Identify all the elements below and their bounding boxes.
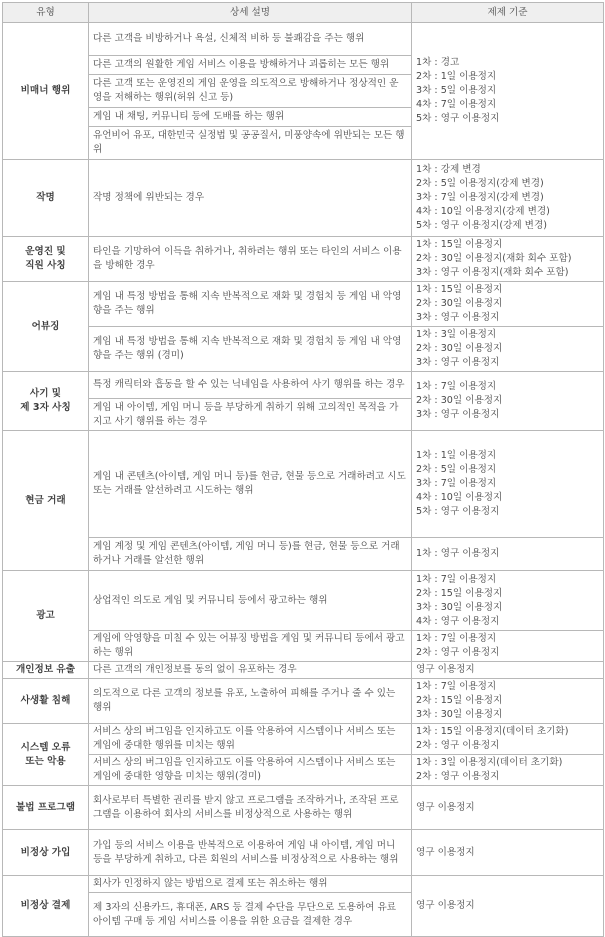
sanction-step: 1차 : 7일 이용정지 [416, 573, 497, 585]
sanction-step: 영구 이용정지 [416, 900, 475, 911]
sanction-step: 1차 : 15일 이용정지 [416, 239, 503, 250]
sanction-step: 2차 : 5일 이용정지 [416, 464, 497, 475]
sanction-step: 3차 : 30일 이용정지 [416, 601, 503, 613]
sanction-step: 4차 : 영구 이용정지 [416, 615, 500, 627]
sanction-cell [412, 830, 604, 876]
description-cell: 서비스 상의 버그임을 인지하고도 이를 악용하여 시스템이나 서비스 또는 게임에 중대한 영향을 미치는 행위(경미) [89, 755, 412, 786]
sanction-cell [412, 23, 604, 160]
sanction-step: 영구 이용정지 [416, 846, 475, 858]
sanction-step: 영구 이용정지 [416, 664, 475, 675]
sanction-step: 5차 : 영구 이용정지 [416, 506, 500, 517]
description-cell: 서비스 상의 버그임을 인지하고도 이를 악용하여 시스템이나 서비스 또는 게임에 중대한 행위를 미치는 행위 [89, 724, 412, 755]
sanction-step: 2차 : 영구 이용정지 [416, 771, 500, 782]
sanction-step: 1차 : 영구 이용정지 [416, 548, 500, 559]
description-cell: 게임 계정 및 게임 콘텐츠(아이템, 게임 머니 등)를 현금, 현물 등으로 거래하거나 거래를 알선한 행위 [89, 538, 412, 571]
sanction-step: 3차 : 영구 이용정지 [416, 312, 500, 323]
description-cell: 게임 내 특정 방법을 통해 지속 반복적으로 재화 및 경험치 등 게임 내 악영향을 주는 행위 (경미) [89, 327, 412, 372]
sanction-step: 1차 : 15일 이용정지(데이터 초기화) [416, 726, 569, 737]
sanction-cell [412, 237, 604, 282]
sanction-cell [412, 755, 604, 786]
table-row [3, 372, 604, 399]
violation-type-cell: 사기 및 제 3자 사칭 [3, 372, 89, 431]
violation-type-cell: 운영진 및 직원 사칭 [3, 237, 89, 282]
sanction-step: 1차 : 3일 이용정지 [416, 329, 497, 340]
table-row [3, 282, 604, 327]
sanction-cell [412, 786, 604, 830]
violation-type-cell: 어뷰징 [3, 282, 89, 372]
sanction-step: 4차 : 10일 이용정지(강제 변경) [416, 206, 550, 217]
header-type: 유형 [3, 3, 89, 23]
description-cell: 다른 고객을 비방하거나 욕설, 신체적 비하 등 불쾌감을 주는 행위 [89, 23, 412, 56]
description-cell: 다른 고객의 개인정보를 동의 없이 유포하는 경우 [89, 662, 412, 679]
sanction-step: 1차 : 7일 이용정지 [416, 633, 497, 644]
sanction-step: 3차 : 영구 이용정지(재화 회수 포함) [416, 267, 569, 278]
violation-type-cell: 시스템 오류 또는 악용 [3, 724, 89, 786]
violation-type-cell: 광고 [3, 571, 89, 662]
sanction-cell [412, 160, 604, 237]
sanction-step: 1차 : 15일 이용정지 [416, 284, 503, 295]
sanction-cell [412, 327, 604, 372]
table-row [3, 327, 604, 372]
violation-type-cell: 비정상 가입 [3, 830, 89, 876]
table-row [3, 160, 604, 237]
sanction-step: 2차 : 30일 이용정지 [416, 395, 503, 406]
violation-type-cell: 비정상 결제 [3, 876, 89, 937]
sanction-step: 1차 : 3일 이용정지(데이터 초기화) [416, 757, 563, 768]
description-cell: 특정 캐릭터와 흡동을 할 수 있는 닉네임을 사용하여 사기 행위를 하는 경우 [89, 372, 412, 399]
description-cell: 회사가 인정하지 않는 방법으로 결제 또는 취소하는 행위 [89, 876, 412, 893]
table-body [3, 23, 604, 937]
sanction-cell [412, 679, 604, 724]
sanction-step: 3차 : 30일 이용정지 [416, 709, 503, 720]
sanction-step: 1차 : 7일 이용정지 [416, 381, 497, 392]
header-row [3, 3, 604, 23]
table-row [3, 23, 604, 56]
table-row [3, 662, 604, 679]
sanction-step: 2차 : 영구 이용정지 [416, 647, 500, 658]
table-row [3, 755, 604, 786]
sanction-cell [412, 282, 604, 327]
table-row [3, 431, 604, 538]
sanction-step: 3차 : 영구 이용정지 [416, 409, 500, 420]
table-row [3, 786, 604, 830]
sanction-step: 2차 : 30일 이용정지 [416, 298, 503, 309]
sanction-step: 2차 : 30일 이용정지(재화 회수 포함) [416, 253, 572, 264]
description-cell: 게임 내 아이템, 게임 머니 등을 부당하게 취하기 위해 고의적인 목적을 가지고 사기 행위를 하는 경우 [89, 399, 412, 431]
sanction-step: 1차 : 경고 [416, 57, 460, 68]
sanction-step: 5차 : 영구 이용정지(강제 변경) [416, 220, 547, 231]
sanction-step: 2차 : 영구 이용정지 [416, 740, 500, 751]
sanction-step: 4차 : 7일 이용정지 [416, 99, 497, 110]
table-row [3, 237, 604, 282]
description-cell: 제 3자의 신용카드, 휴대폰, ARS 등 결제 수단을 무단으로 도용하여 유료 아이템 구매 등 게임 서비스를 이용을 위한 요금을 결제한 경우 [89, 893, 412, 937]
sanction-step: 2차 : 1일 이용정지 [416, 71, 497, 82]
description-cell: 게임에 악영향을 미칠 수 있는 어뷰징 방법을 게임 및 커뮤니티 등에서 광고하는 행위 [89, 631, 412, 662]
sanction-table [2, 2, 604, 937]
header-sanction: 제제 기준 [412, 3, 604, 23]
sanction-step: 1차 : 7일 이용정지 [416, 681, 497, 692]
table-row [3, 830, 604, 876]
description-cell: 의도적으로 다른 고객의 정보를 유포, 노출하여 피해를 주거나 줄 수 있는 행위 [89, 679, 412, 724]
sanction-step: 4차 : 10일 이용정지 [416, 492, 503, 503]
table-row [3, 538, 604, 571]
sanction-step: 2차 : 5일 이용정지(강제 변경) [416, 178, 544, 189]
description-cell: 상업적인 의도로 게임 및 커뮤니티 등에서 광고하는 행위 [89, 571, 412, 631]
violation-type-cell: 비매너 행위 [3, 23, 89, 160]
sanction-cell [412, 662, 604, 679]
table-row [3, 724, 604, 755]
table-row [3, 876, 604, 893]
sanction-step: 5차 : 영구 이용정지 [416, 113, 500, 124]
sanction-step: 3차 : 5일 이용정지 [416, 85, 497, 96]
description-cell: 회사로부터 특별한 권리를 받지 않고 프로그램을 조작하거나, 조작된 프로그램을 이용하여 회사의 서비스를 비정상적으로 사용하는 행위 [89, 786, 412, 830]
violation-type-cell: 불법 프로그램 [3, 786, 89, 830]
sanction-step: 2차 : 15일 이용정지 [416, 587, 503, 599]
sanction-step: 2차 : 15일 이용정지 [416, 695, 503, 706]
sanction-step: 1차 : 1일 이용정지 [416, 450, 497, 461]
sanction-cell [412, 538, 604, 571]
table-row [3, 679, 604, 724]
sanction-cell [412, 631, 604, 662]
description-cell: 가입 등의 서비스 이용을 반복적으로 이용하여 게임 내 아이템, 게임 머니 등을 부당하게 취하고, 다른 회원의 서비스를 비정상적으로 사용하는 행위 [89, 830, 412, 876]
description-cell: 다른 고객의 원활한 게임 서비스 이용을 방해하거나 괴롭히는 모든 행위 [89, 56, 412, 75]
sanction-cell [412, 571, 604, 631]
description-cell: 게임 내 채팅, 커뮤니티 등에 도배를 하는 행위 [89, 108, 412, 127]
violation-type-cell: 현금 거래 [3, 431, 89, 571]
table-row [3, 571, 604, 631]
sanction-cell [412, 431, 604, 538]
description-cell: 작명 정책에 위반되는 경우 [89, 160, 412, 237]
sanction-cell [412, 876, 604, 937]
header-description: 상세 설명 [89, 3, 412, 23]
sanction-step: 3차 : 영구 이용정지 [416, 357, 500, 368]
sanction-cell [412, 724, 604, 755]
violation-type-cell: 개인정보 유출 [3, 662, 89, 679]
description-cell: 게임 내 특정 방법을 통해 지속 반복적으로 재화 및 경험치 등 게임 내 악영향을 주는 행위 [89, 282, 412, 327]
description-cell: 게임 내 콘텐츠(아이템, 게임 머니 등)를 현금, 현물 등으로 거래하려고 시도 또는 거래를 알선하려고 시도하는 행위 [89, 431, 412, 538]
sanction-cell [412, 372, 604, 431]
description-cell: 다른 고객 또는 운영진의 게임 운영을 의도적으로 방해하거나 정상적인 운영을 저해하는 행위(허위 신고 등) [89, 75, 412, 108]
violation-type-cell: 작명 [3, 160, 89, 237]
table-row [3, 631, 604, 662]
description-cell: 유언비어 유포, 대한민국 실정법 및 공공질서, 미풍양속에 위반되는 모든 행위 [89, 127, 412, 160]
sanction-step: 3차 : 7일 이용정지 [416, 478, 497, 489]
description-cell: 타인을 기망하여 이득을 취하거나, 취하려는 행위 또는 타인의 서비스 이용을 방해한 경우 [89, 237, 412, 282]
sanction-step: 영구 이용정지 [416, 801, 475, 813]
sanction-step: 2차 : 30일 이용정지 [416, 343, 503, 354]
sanction-step: 3차 : 7일 이용정지(강제 변경) [416, 192, 544, 203]
violation-type-cell: 사생활 침해 [3, 679, 89, 724]
sanction-step: 1차 : 강제 변경 [416, 164, 481, 175]
